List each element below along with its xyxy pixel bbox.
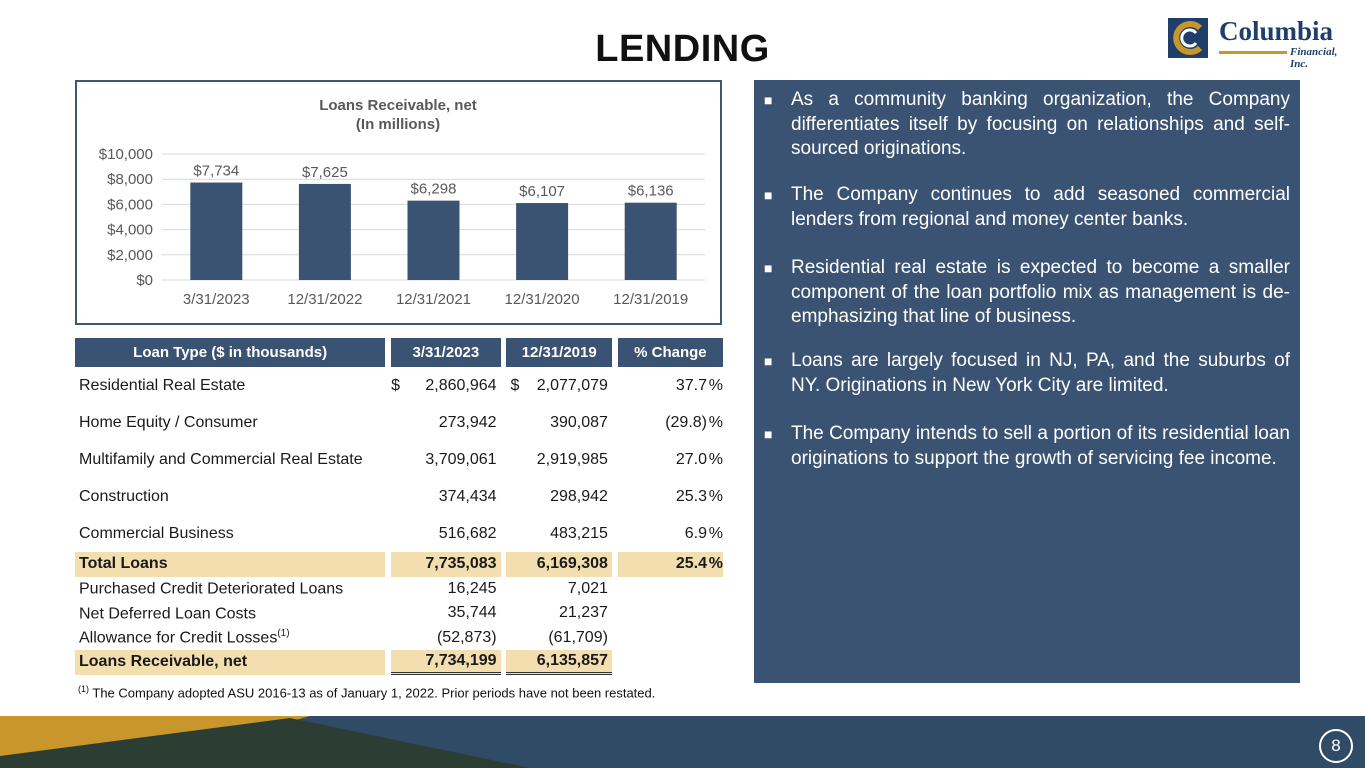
footer-band bbox=[0, 716, 1365, 768]
bar bbox=[516, 203, 568, 280]
y-tick-label: $8,000 bbox=[107, 171, 153, 189]
header-current: 3/31/2023 bbox=[391, 338, 500, 367]
square-bullet-icon: ■ bbox=[764, 187, 773, 203]
table-row bbox=[75, 441, 723, 478]
adjustment-row bbox=[75, 626, 723, 651]
adjustment-label: Allowance for Credit Losses$^{(1)}$ bbox=[79, 628, 290, 647]
x-tick-label: 12/31/2020 bbox=[504, 291, 580, 308]
page-number: 8 bbox=[1319, 729, 1353, 763]
x-tick-label: 12/31/2022 bbox=[287, 291, 363, 308]
row-current: 374,434 bbox=[438, 487, 497, 505]
bar bbox=[408, 201, 460, 280]
row-pct-symbol: % bbox=[708, 524, 723, 542]
page-title: LENDING bbox=[595, 28, 770, 70]
y-tick-label: $2,000 bbox=[107, 246, 153, 264]
total-label: Total Loans bbox=[75, 552, 385, 577]
row-label: Home Equity / Consumer bbox=[79, 413, 258, 431]
logo-subtitle: Financial, Inc. bbox=[1290, 46, 1338, 70]
bar-data-label: $6,298 bbox=[410, 180, 457, 198]
row-label: Multifamily and Commercial Real Estate bbox=[79, 450, 363, 468]
y-tick-label: $10,000 bbox=[98, 146, 153, 163]
adjustment-prior: 7,021 bbox=[567, 579, 608, 597]
highlight-bullet bbox=[764, 256, 1290, 330]
row-pct-symbol: % bbox=[708, 376, 723, 394]
bar bbox=[625, 203, 677, 280]
header-loan-type: Loan Type ($ in thousands) bbox=[75, 338, 385, 367]
row-label: Commercial Business bbox=[79, 524, 234, 542]
bar-data-label: $6,136 bbox=[627, 182, 674, 200]
square-bullet-icon: ■ bbox=[764, 426, 773, 442]
row-prior: 2,919,985 bbox=[536, 450, 608, 468]
x-tick-label: 3/31/2023 bbox=[182, 291, 250, 308]
row-prior: 298,942 bbox=[550, 487, 608, 505]
company-logo bbox=[1166, 16, 1352, 70]
highlight-bullet bbox=[764, 349, 1290, 398]
chart-title: Loans Receivable, net bbox=[319, 97, 477, 114]
highlight-bullet bbox=[764, 88, 1290, 162]
x-tick-label: 12/31/2019 bbox=[613, 291, 689, 308]
table-row bbox=[75, 367, 723, 404]
total-pct: 25.4 bbox=[618, 552, 707, 577]
bar-data-label: $6,107 bbox=[519, 183, 566, 201]
adjustment-row bbox=[75, 577, 723, 602]
x-tick-label: 12/31/2021 bbox=[395, 291, 472, 308]
header-pct-change: % Change bbox=[618, 338, 723, 367]
net-current: 7,734,199 bbox=[391, 650, 500, 675]
row-current: $ 2,860,964 bbox=[391, 376, 497, 394]
bar-data-label: $7,734 bbox=[193, 162, 240, 180]
y-tick-label: $4,000 bbox=[107, 221, 153, 239]
row-pct: (29.8) bbox=[665, 413, 707, 431]
header-prior: 12/31/2019 bbox=[506, 338, 611, 367]
footnote-mark: (1) bbox=[78, 684, 89, 694]
table-row bbox=[75, 478, 723, 515]
columbia-emblem-icon bbox=[1166, 16, 1214, 60]
row-prior: 390,087 bbox=[550, 413, 608, 431]
highlight-bullet bbox=[764, 422, 1290, 471]
table-row bbox=[75, 515, 723, 552]
adjustment-label: Net Deferred Loan Costs bbox=[79, 604, 256, 622]
logo-name: Columbia bbox=[1219, 16, 1334, 46]
bullet-text: Loans are largely focused in NJ, PA, and the suburbs of NY. Originations in New York City are limited. bbox=[791, 350, 1290, 396]
total-current: 7,735,083 bbox=[391, 552, 500, 577]
adjustment-label: Purchased Credit Deteriorated Loans bbox=[79, 580, 344, 598]
row-prior: 483,215 bbox=[550, 524, 608, 542]
row-label: Residential Real Estate bbox=[79, 376, 246, 394]
highlight-bullet bbox=[764, 183, 1290, 232]
row-pct-symbol: % bbox=[708, 413, 723, 431]
adjustment-prior: (61,709) bbox=[548, 628, 608, 646]
bar bbox=[299, 184, 351, 280]
row-pct: 6.9 bbox=[684, 524, 707, 542]
adjustment-current: (52,873) bbox=[436, 628, 497, 646]
bullet-text: As a community banking organization, the Company differentiates itself by focusing on relationships and self-sourced originations. bbox=[791, 89, 1290, 159]
row-pct-symbol: % bbox=[708, 487, 723, 505]
bar bbox=[190, 183, 242, 280]
bullet-text: Residential real estate is expected to become a smaller component of the loan portfolio mix as management is de-emphasizing that line of business. bbox=[791, 257, 1290, 327]
row-pct-symbol: % bbox=[708, 450, 723, 468]
net-label: Loans Receivable, net bbox=[75, 650, 385, 675]
row-current: 273,942 bbox=[438, 413, 497, 431]
total-loans-row bbox=[75, 552, 723, 577]
y-tick-label: $6,000 bbox=[107, 196, 153, 214]
row-label: Construction bbox=[79, 487, 169, 505]
square-bullet-icon: ■ bbox=[764, 353, 773, 369]
row-current: 516,682 bbox=[438, 524, 497, 542]
square-bullet-icon: ■ bbox=[764, 92, 773, 108]
row-current: 3,709,061 bbox=[425, 450, 497, 468]
adjustment-prior: 21,237 bbox=[558, 604, 608, 622]
table-row bbox=[75, 404, 723, 441]
chart-subtitle: (In millions) bbox=[355, 116, 441, 133]
bullet-text: The Company continues to add seasoned commercial lenders from regional and money center banks. bbox=[791, 184, 1290, 230]
bar-chart bbox=[77, 82, 720, 323]
total-pct-symbol: % bbox=[707, 552, 723, 577]
total-prior: 6,169,308 bbox=[506, 552, 611, 577]
bar-data-label: $7,625 bbox=[301, 163, 348, 181]
highlights-panel bbox=[754, 80, 1300, 683]
adjustment-current: 35,744 bbox=[447, 604, 497, 622]
adjustment-current: 16,245 bbox=[447, 579, 497, 597]
square-bullet-icon: ■ bbox=[764, 260, 773, 276]
loans-receivable-chart bbox=[75, 80, 722, 325]
loans-receivable-net-row bbox=[75, 650, 723, 675]
loan-type-table bbox=[75, 338, 723, 675]
table-footnote bbox=[78, 684, 655, 700]
adjustment-row bbox=[75, 601, 723, 626]
row-pct: 25.3 bbox=[675, 487, 707, 505]
row-prior: $ 2,077,079 bbox=[510, 376, 608, 394]
row-pct: 27.0 bbox=[675, 450, 707, 468]
logo-rule bbox=[1219, 51, 1287, 54]
footnote-text: The Company adopted ASU 2016-13 as of January 1, 2022. Prior periods have not been restated. bbox=[92, 685, 656, 701]
y-tick-label: $0 bbox=[136, 272, 153, 289]
bullet-text: The Company intends to sell a portion of its residential loan originations to support the growth of servicing fee income. bbox=[791, 423, 1290, 469]
net-prior: 6,135,857 bbox=[506, 650, 611, 675]
row-pct: 37.7 bbox=[675, 376, 707, 394]
